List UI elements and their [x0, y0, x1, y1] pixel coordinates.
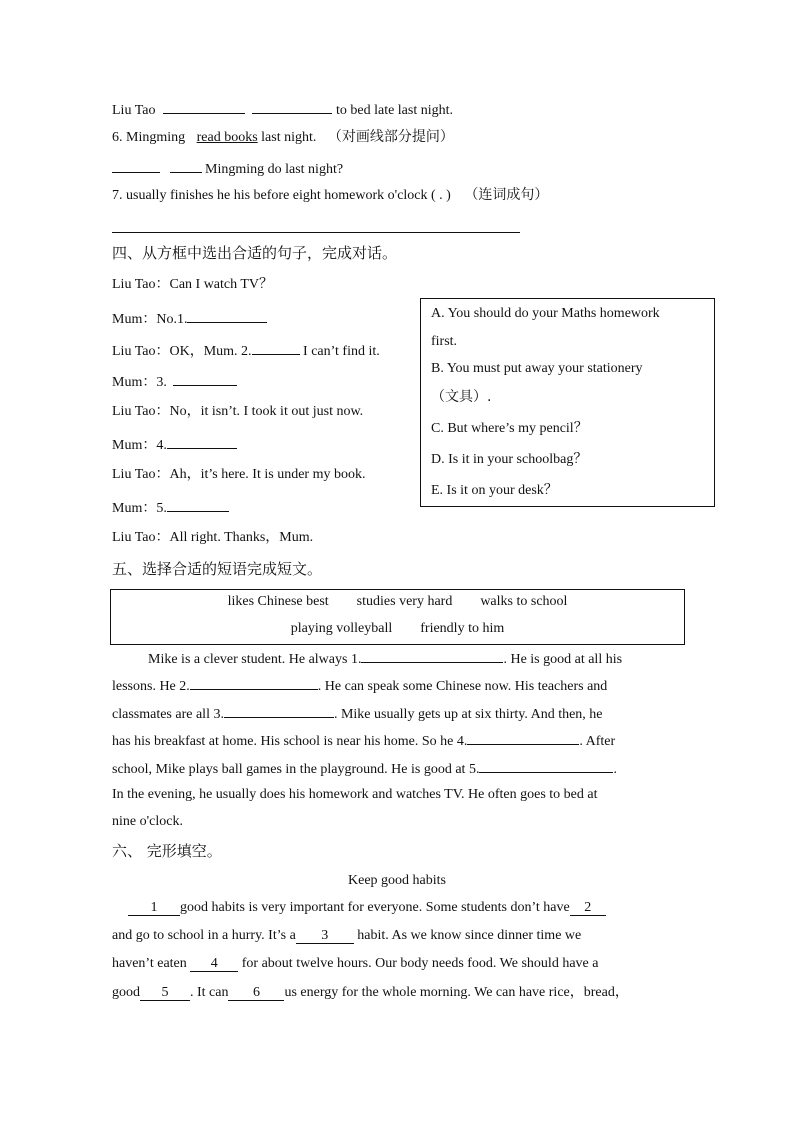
cloze-blank[interactable]: 1 [128, 900, 180, 916]
phrase-row: likes Chinese best studies very hard walks to school [227, 594, 568, 609]
answer-blank[interactable] [190, 675, 318, 690]
answer-blank[interactable] [479, 758, 613, 773]
cloze-line: good 5 . It can 6 us energy for the whole morning. We can have rice，bread， [112, 985, 629, 1000]
question-5-line: Liu Tao to bed late last night. [112, 99, 453, 120]
dialogue-line: Mum：3. [112, 371, 237, 392]
passage-line: nine o'clock. [112, 814, 183, 829]
option-a: A. You should do your Maths homework [431, 306, 660, 321]
dialogue-line: Liu Tao：No，it isn’t. I took it out just now. [112, 404, 364, 419]
passage-line: Mike is a clever student. He always 1. . He is good at all his [148, 648, 622, 669]
answer-blank[interactable] [467, 730, 579, 745]
question-6: 6. Mingming read books last night. （对画线部分提问） [112, 129, 454, 145]
answer-blank[interactable] [112, 158, 160, 173]
phrase-box [110, 589, 685, 645]
dialogue-line: Liu Tao：Ah，it’s here. It is under my book. [112, 467, 366, 482]
answer-blank[interactable] [361, 648, 503, 663]
section-5-heading: 五、选择合适的短语完成短文。 [112, 560, 323, 578]
option-b: B. You must put away your stationery [431, 361, 643, 376]
passage-line: classmates are all 3. . Mike usually gets up at six thirty. And then, he [112, 703, 603, 724]
passage-line: In the evening, he usually does his homework and watches TV. He often goes to bed at [112, 787, 598, 802]
cloze-line: and go to school in a hurry. It’s a 3 habit. As we know since dinner time we [112, 928, 582, 943]
cloze-blank[interactable]: 2 [570, 900, 606, 916]
cloze-blank[interactable]: 6 [228, 985, 284, 1001]
dialogue-line: Liu Tao：All right. Thanks，Mum. [112, 530, 314, 545]
dialogue-line: Mum：5. [112, 497, 229, 518]
options-box [420, 298, 715, 507]
cloze-line: 1 good habits is very important for everyone. Some students don’t have 2 [128, 899, 606, 917]
passage-line: lessons. He 2. . He can speak some Chinese now. His teachers and [112, 675, 607, 696]
option-c: C. But where’s my pencil？ [431, 421, 588, 436]
dialogue-line: Liu Tao：Can I watch TV？ [112, 277, 274, 292]
answer-blank[interactable] [163, 99, 245, 114]
section-6-heading: 六、 完形填空。 [112, 842, 222, 860]
option-a-continued: first. [431, 334, 458, 349]
answer-blank[interactable] [224, 703, 334, 718]
instruction: （对画线部分提问） [327, 129, 454, 145]
answer-blank[interactable] [167, 434, 237, 449]
dialogue-line: Liu Tao：OK，Mum. 2. I can’t find it. [112, 340, 380, 361]
phrase-row: playing volleyball friendly to him [290, 621, 505, 636]
cloze-blank[interactable]: 4 [190, 956, 238, 972]
question-7: 7. usually finishes he his before eight homework o'clock ( . ) （连词成句） [112, 187, 549, 203]
passage-line: school, Mike plays ball games in the playground. He is good at 5. . [112, 758, 617, 779]
option-e: E. Is it on your desk？ [431, 483, 558, 498]
passage-line: has his breakfast at home. His school is near his home. So he 4. . After [112, 730, 615, 751]
answer-blank[interactable] [170, 158, 202, 173]
instruction: （连词成句） [464, 187, 549, 203]
cloze-line: haven’t eaten 4 for about twelve hours. Our body needs food. We should have a [112, 956, 599, 971]
option-b-continued: （文具）. [431, 389, 492, 405]
answer-blank[interactable] [252, 340, 300, 355]
question-6-answer-line: Mingming do last night? [112, 158, 343, 179]
dialogue-line: Mum：4. [112, 434, 237, 455]
underlined-phrase: read books [196, 130, 258, 145]
dialogue-line: Mum：No.1. [112, 308, 267, 329]
answer-blank[interactable] [173, 371, 237, 386]
answer-line[interactable] [112, 232, 520, 233]
cloze-blank[interactable]: 3 [296, 928, 354, 944]
answer-blank[interactable] [167, 497, 229, 512]
answer-blank[interactable] [252, 99, 332, 114]
cloze-blank[interactable]: 5 [140, 985, 190, 1001]
section-4-heading: 四、从方框中选出合适的句子，完成对话。 [112, 244, 398, 262]
option-d: D. Is it in your schoolbag？ [431, 452, 588, 467]
passage-title: Keep good habits [348, 873, 446, 888]
answer-blank[interactable] [187, 308, 267, 323]
